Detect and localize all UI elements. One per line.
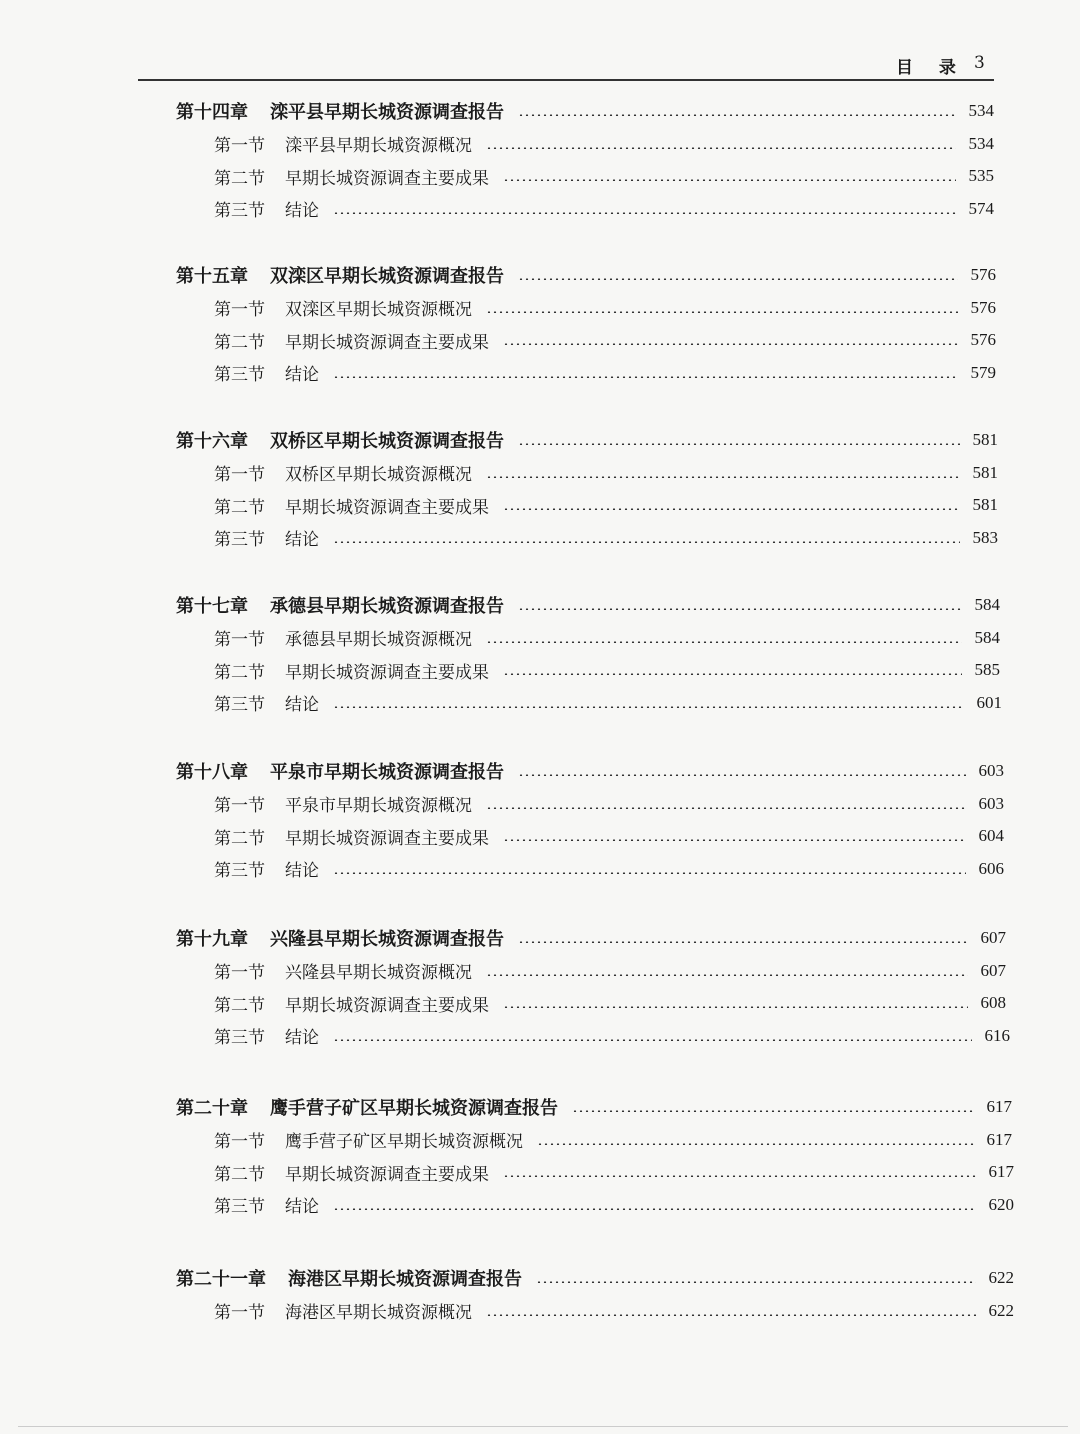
dot-leader: [503, 343, 958, 345]
toc-chapter-entry[interactable]: [176, 924, 1006, 952]
toc-section-entry[interactable]: [214, 656, 1000, 684]
toc-section-entry[interactable]: [214, 957, 1006, 985]
chapter-title: 海港区早期长城资源调查报告: [288, 1269, 522, 1290]
toc-section-entry[interactable]: [214, 855, 1004, 883]
chapter-page-number: 581: [972, 430, 998, 449]
dot-leader: [333, 376, 958, 378]
toc-section-entry[interactable]: [214, 359, 996, 387]
section-title: 早期长城资源调查主要成果: [285, 168, 489, 189]
chapter-page-number: 622: [988, 1268, 1014, 1287]
section-page-number: 603: [978, 793, 1004, 813]
toc-section-entry[interactable]: [214, 790, 1004, 818]
section-page-number: 606: [978, 858, 1004, 878]
toc-section-entry[interactable]: [214, 689, 1002, 717]
toc-chapter-entry[interactable]: [176, 591, 1000, 619]
section-title: 兴隆县早期长城资源概况: [285, 963, 472, 983]
toc-chapter-entry[interactable]: [176, 97, 994, 125]
chapter-number: 第十六章: [176, 431, 248, 452]
chapter-page-number: 534: [968, 101, 994, 120]
section-number: 第一节: [214, 300, 265, 320]
section-page-number: 616: [984, 1025, 1010, 1045]
chapter-title: 双滦区早期长城资源调查报告: [270, 266, 504, 287]
section-number: 第二节: [214, 995, 265, 1016]
toc-section-entry[interactable]: [214, 491, 998, 519]
dot-leader: [518, 941, 968, 943]
chapter-number: 第十八章: [176, 762, 248, 783]
chapter-page-number: 576: [970, 265, 996, 284]
toc-chapter-entry[interactable]: [176, 757, 1004, 785]
section-title: 早期长城资源调查主要成果: [285, 332, 489, 353]
toc-chapter-entry[interactable]: [176, 1264, 1014, 1292]
section-number: 第二节: [214, 497, 265, 518]
dot-leader: [486, 311, 958, 313]
section-number: 第一节: [214, 796, 265, 816]
toc-section-entry[interactable]: [214, 624, 1000, 652]
section-page-number: 583: [972, 527, 998, 547]
chapter-title: 滦平县早期长城资源调查报告: [270, 102, 504, 123]
dot-leader: [486, 974, 968, 976]
section-title: 平泉市早期长城资源概况: [285, 796, 472, 816]
chapter-page-number: 603: [978, 761, 1004, 780]
dot-leader: [333, 706, 964, 708]
dot-leader: [536, 1281, 976, 1283]
dot-leader: [503, 673, 962, 675]
section-page-number: 534: [968, 133, 994, 153]
section-title: 海港区早期长城资源概况: [285, 1303, 472, 1323]
section-title: 早期长城资源调查主要成果: [285, 497, 489, 518]
section-number: 第三节: [214, 1197, 265, 1217]
dot-leader: [503, 839, 966, 841]
section-number: 第一节: [214, 1132, 265, 1152]
section-number: 第三节: [214, 861, 265, 881]
section-page-number: 617: [988, 1162, 1014, 1181]
dot-leader: [486, 476, 960, 478]
toc-section-entry[interactable]: [214, 1158, 1014, 1186]
section-page-number: 535: [968, 166, 994, 185]
toc-section-entry[interactable]: [214, 326, 996, 354]
dot-leader: [518, 608, 962, 610]
section-page-number: 574: [968, 198, 994, 218]
dot-leader: [537, 1143, 974, 1145]
section-page-number: 607: [980, 960, 1006, 980]
section-title: 承德县早期长城资源概况: [285, 630, 472, 650]
section-page-number: 579: [970, 362, 996, 382]
section-page-number: 604: [978, 826, 1004, 845]
dot-leader: [518, 774, 966, 776]
toc-section-entry[interactable]: [214, 1191, 1014, 1219]
section-number: 第三节: [214, 695, 265, 715]
section-number: 第二节: [214, 1164, 265, 1185]
section-title: 结论: [285, 201, 319, 221]
section-page-number: 608: [980, 993, 1006, 1012]
toc-chapter-entry[interactable]: [176, 426, 998, 454]
toc-chapter-entry[interactable]: [176, 261, 996, 289]
toc-section-entry[interactable]: [214, 195, 994, 223]
section-page-number: 576: [970, 330, 996, 349]
chapter-number: 第十五章: [176, 266, 248, 287]
section-title: 结论: [285, 365, 319, 385]
dot-leader: [486, 641, 962, 643]
section-page-number: 622: [988, 1300, 1014, 1320]
running-header-title: 目 录: [896, 58, 966, 78]
running-header: [0, 48, 1080, 78]
dot-leader: [486, 147, 956, 149]
toc-section-entry[interactable]: [214, 822, 1004, 850]
chapter-number: 第二十章: [176, 1098, 248, 1119]
dot-leader: [333, 212, 956, 214]
chapter-number: 第十四章: [176, 102, 248, 123]
chapter-title: 兴隆县早期长城资源调查报告: [270, 929, 504, 950]
dot-leader: [503, 1006, 968, 1008]
section-page-number: 581: [972, 495, 998, 514]
dot-leader: [333, 1208, 976, 1210]
chapter-number: 第二十一章: [176, 1269, 266, 1290]
toc-section-entry[interactable]: [214, 524, 998, 552]
dot-leader: [333, 1039, 972, 1041]
bottom-rule: [18, 1426, 1068, 1427]
dot-leader: [518, 278, 958, 280]
toc-section-entry[interactable]: [214, 294, 996, 322]
section-title: 早期长城资源调查主要成果: [285, 662, 489, 683]
toc-chapter-entry[interactable]: [176, 1093, 1012, 1121]
section-number: 第三节: [214, 365, 265, 385]
section-number: 第一节: [214, 1303, 265, 1323]
dot-leader: [503, 179, 956, 181]
section-page-number: 585: [974, 660, 1000, 679]
toc-section-entry[interactable]: [214, 1297, 1014, 1325]
dot-leader: [518, 443, 960, 445]
toc-section-entry[interactable]: [214, 162, 994, 190]
dot-leader: [572, 1110, 974, 1112]
section-title: 早期长城资源调查主要成果: [285, 1164, 489, 1185]
section-title: 双桥区早期长城资源概况: [285, 465, 472, 485]
chapter-title: 平泉市早期长城资源调查报告: [270, 762, 504, 783]
dot-leader: [333, 872, 966, 874]
dot-leader: [486, 807, 966, 809]
section-title: 结论: [285, 1197, 319, 1217]
section-title: 结论: [285, 530, 319, 550]
section-title: 滦平县早期长城资源概况: [285, 136, 472, 156]
section-number: 第三节: [214, 530, 265, 550]
section-title: 鹰手营子矿区早期长城资源概况: [285, 1132, 523, 1152]
section-title: 早期长城资源调查主要成果: [285, 995, 489, 1016]
chapter-page-number: 617: [986, 1097, 1012, 1116]
section-page-number: 601: [976, 692, 1002, 712]
toc-section-entry[interactable]: [214, 989, 1006, 1017]
dot-leader: [486, 1314, 976, 1316]
section-page-number: 576: [970, 297, 996, 317]
dot-leader: [503, 508, 960, 510]
chapter-title: 承德县早期长城资源调查报告: [270, 596, 504, 617]
section-page-number: 581: [972, 462, 998, 482]
chapter-page-number: 607: [980, 928, 1006, 947]
toc-section-entry[interactable]: [214, 459, 998, 487]
dot-leader: [333, 541, 960, 543]
section-title: 结论: [285, 695, 319, 715]
section-number: 第一节: [214, 136, 265, 156]
chapter-page-number: 584: [974, 595, 1000, 614]
section-page-number: 584: [974, 627, 1000, 647]
section-page-number: 620: [988, 1194, 1014, 1214]
section-number: 第一节: [214, 465, 265, 485]
section-number: 第三节: [214, 201, 265, 221]
section-title: 结论: [285, 861, 319, 881]
dot-leader: [503, 1175, 976, 1177]
section-number: 第三节: [214, 1028, 265, 1048]
section-number: 第二节: [214, 662, 265, 683]
section-number: 第二节: [214, 168, 265, 189]
section-number: 第二节: [214, 332, 265, 353]
running-header-page-number: 3: [974, 53, 985, 73]
toc-section-entry[interactable]: [214, 130, 994, 158]
chapter-number: 第十七章: [176, 596, 248, 617]
toc-section-entry[interactable]: [214, 1126, 1012, 1154]
chapter-title: 鹰手营子矿区早期长城资源调查报告: [270, 1098, 558, 1119]
section-number: 第二节: [214, 828, 265, 849]
section-title: 早期长城资源调查主要成果: [285, 828, 489, 849]
dot-leader: [518, 114, 956, 116]
section-title: 结论: [285, 1028, 319, 1048]
toc-section-entry[interactable]: [214, 1022, 1010, 1050]
section-number: 第一节: [214, 630, 265, 650]
section-title: 双滦区早期长城资源概况: [285, 300, 472, 320]
chapter-number: 第十九章: [176, 929, 248, 950]
chapter-title: 双桥区早期长城资源调查报告: [270, 431, 504, 452]
section-number: 第一节: [214, 963, 265, 983]
header-rule: [138, 79, 994, 81]
section-page-number: 617: [986, 1129, 1012, 1149]
